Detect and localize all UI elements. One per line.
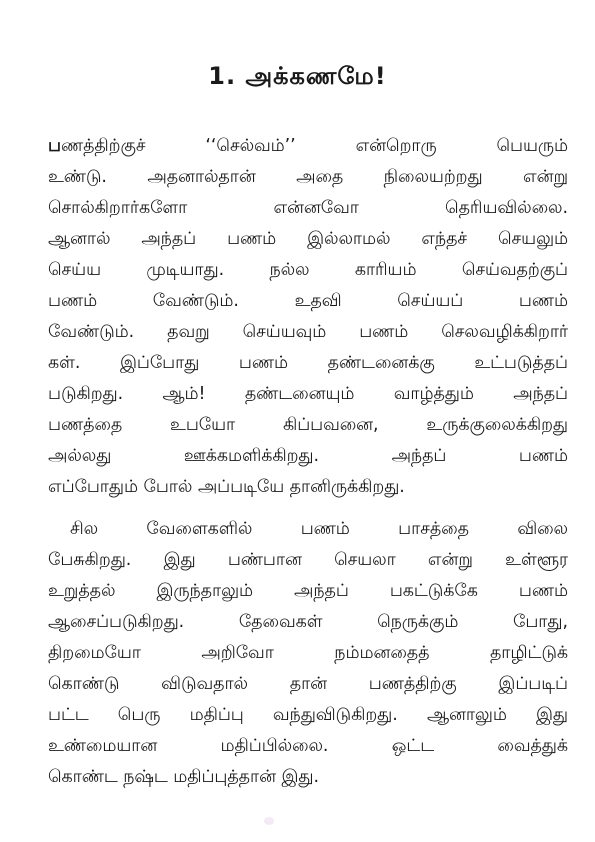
chapter-title: 1. அக்கணமே! [208,62,387,90]
paragraph-line: படுகிறது. ஆம்! தண்டனையும் வாழ்த்தும் அந்தப் [48,384,568,404]
paragraph-line: அல்லது ஊக்கமளிக்கிறது. அந்தப் பணம் [48,446,568,466]
paragraph-line: பட்ட பெரு மதிப்பு வந்துவிடுகிறது. ஆனாலும் இது [48,705,568,725]
paragraph-line: ஆசைப்படுகிறது. தேவைகள் நெருக்கும் போது, [48,612,568,632]
paragraph-line: செய்ய முடியாது. நல்ல காரியம் செய்வதற்குப் [48,260,568,280]
paragraph-2 [48,514,568,793]
paragraph-line: உறுத்தல் இருந்தாலும் அந்தப் பகட்டுக்கே பணம் [48,581,568,601]
paragraph-line: கொண்டு விடுவதால் தான் பணத்திற்கு இப்படிப் [48,674,568,694]
paragraph-line: பணம் வேண்டும். உதவி செய்யப் பணம் [48,291,568,311]
paragraph-line: சில வேளைகளில் பணம் பாசத்தை விலை [70,519,568,539]
paragraph-line: கொண்ட நஷ்ட மதிப்புத்தான் இது. [48,767,320,787]
paragraph-line: எப்போதும் போல் அப்படியே தானிருக்கிறது. [48,477,405,497]
paragraph-line: வேண்டும். தவறு செய்யவும் பணம் செலவழிக்கிறார் [48,322,568,342]
paragraph-line: ஆனால் அந்தப் பணம் இல்லாமல் எந்தச் செயலும் [48,229,568,249]
scan-smudge-mark [264,817,274,825]
paragraph-line: திறமையோ அறிவோ நம்மனதைத் தாழிட்டுக் [48,643,568,663]
first-line-text: ணத்திற்குச் ‘‘செல்வம்’’ என்றொரு பெயரும் [60,136,568,156]
paragraph-line: உண்மையான மதிப்பில்லை. ஒட்ட வைத்துக் [48,736,568,756]
paragraph-line: உண்டு. அதனால்தான் அதை நிலையற்றது என்று [48,167,568,187]
paragraph-line [48,131,568,162]
paragraph-line: கள். இப்போது பணம் தண்டனைக்கு உட்படுத்தப் [48,353,568,373]
paragraph-line: பேசுகிறது. இது பண்பான செயலா என்று உள்ளூர [48,550,568,570]
paragraph-1 [48,131,568,503]
drop-cap-letter: ப [48,136,61,156]
paragraph-line: சொல்கிறார்களோ என்னவோ தெரியவில்லை. [48,198,568,218]
paragraph-line: பணத்தை உபயோ கிப்பவனை, உருக்குலைக்கிறது [48,415,568,435]
